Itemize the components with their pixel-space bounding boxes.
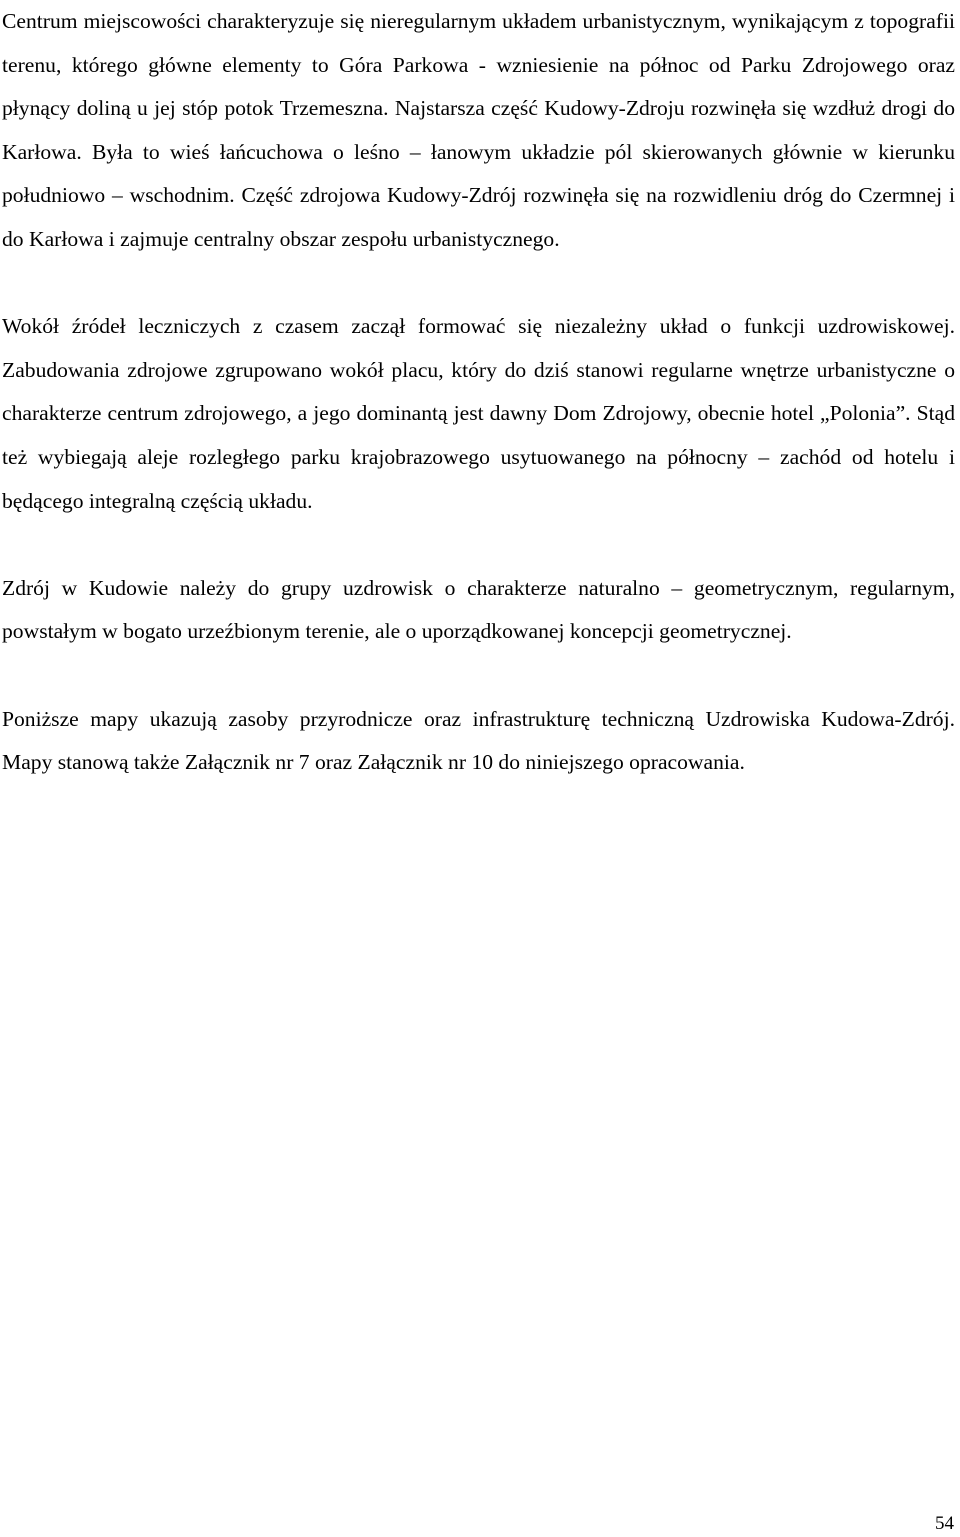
paragraph-spa-classification: Zdrój w Kudowie należy do grupy uzdrowisk o charakterze naturalno – geometrycznym, regularnym, powstałym w bogato urzeźbionym terenie, ale o uporządkowanej koncepcji geometrycznej.	[2, 575, 955, 644]
paragraph-maps-note: Poniższe mapy ukazują zasoby przyrodnicze oraz infrastrukturę techniczną Uzdrowiska Kudowa-Zdrój. Mapy stanową także Załącznik nr 7 oraz Załącznik nr 10 do niniejszego opracowania.	[2, 706, 955, 775]
page-number: 54	[935, 1513, 954, 1534]
paragraph-spa-center: Wokół źródeł leczniczych z czasem zaczął formować się niezależny układ o funkcji uzdrowiskowej. Zabudowania zdrojowe zgrupowano wokół placu, który do dziś stanowi regularne wnętrze urbanistyczne o charakterze centrum zdrojowego, a jego dominantą jest dawny Dom Zdrojowy, obecnie hotel „Polonia”. Stąd też wybiegają aleje rozległego parku krajobrazowego usytuowanego na północny – zachód od hotelu i będącego integralną częścią układu.	[2, 314, 955, 513]
document-page	[2, 0, 955, 785]
paragraph-urban-layout: Centrum miejscowości charakteryzuje się nieregularnym układem urbanistycznym, wynikającym z topografii terenu, którego główne elementy to Góra Parkowa - wzniesienie na północ od Parku Zdrojowego oraz płynący doliną u jej stóp potok Trzemeszna. Najstarsza część Kudowy-Zdroju rozwinęła się wzdłuż drogi do Karłowa. Była to wieś łańcuchowa o leśno – łanowym układzie pól skierowanych głównie w kierunku południowo – wschodnim. Część zdrojowa Kudowy-Zdrój rozwinęła się na rozwidleniu dróg do Czermnej i do Karłowa i zajmuje centralny obszar zespołu urbanistycznego.	[2, 9, 955, 251]
